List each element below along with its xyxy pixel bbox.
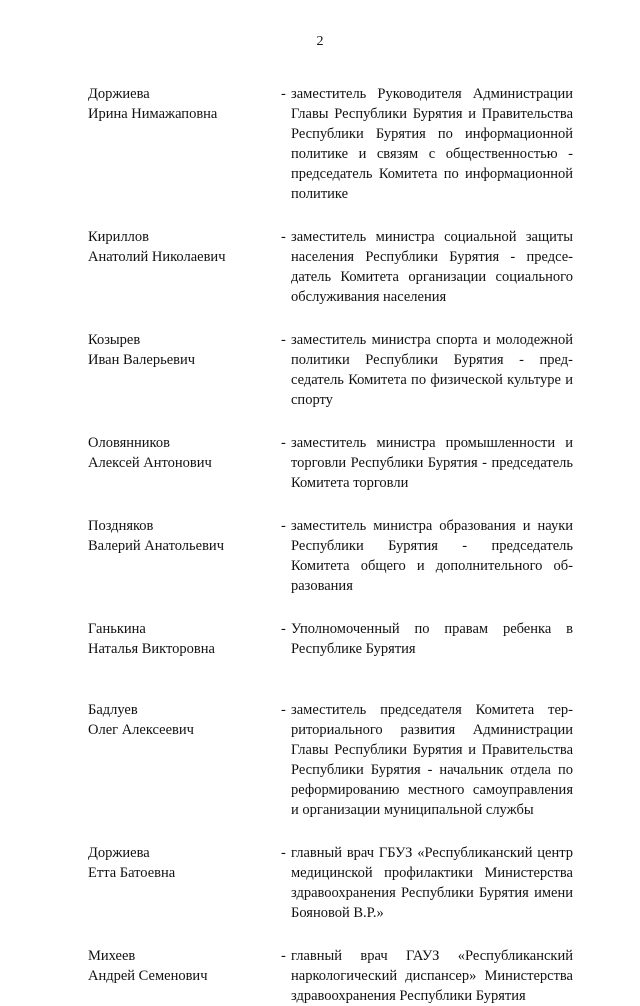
member-surname: Кириллов xyxy=(88,229,150,245)
separator-dash: - xyxy=(281,229,286,245)
member-name xyxy=(88,330,278,370)
member-given-names: Алексей Антонович xyxy=(88,455,212,471)
member-given-names: Валерий Анатольевич xyxy=(88,538,224,554)
member-role: заместитель министра промышленности и торговли Республики Бурятия - председатель Комитета торговли xyxy=(291,435,573,491)
member-given-names: Иван Валерьевич xyxy=(88,352,196,368)
list-item xyxy=(88,516,573,596)
member-name xyxy=(88,84,278,124)
separator-dash: - xyxy=(281,518,286,534)
member-surname: Оловянников xyxy=(88,435,170,451)
list-item xyxy=(88,619,573,659)
member-given-names: Анатолий Николаевич xyxy=(88,249,226,265)
member-role: заместитель министра социальной защиты населения Республики Бурятия - председатель Комитета организации социального обслуживания населения xyxy=(291,229,573,305)
member-role: главный врач ГБУЗ «Республиканский центр медицинской профилактики Министерства здравоохранения Республики Бурятия имени Бояновой В.Р.» xyxy=(291,845,573,921)
member-name xyxy=(88,433,278,473)
separator-dash: - xyxy=(281,845,286,861)
member-name xyxy=(88,227,278,267)
member-role: главный врач ГАУЗ «Республиканский наркологический диспансер» Министерства здравоохранения Республики Бурятия xyxy=(291,948,573,1004)
member-given-names: Наталья Викторовна xyxy=(88,641,215,657)
list-item xyxy=(88,946,573,1006)
member-name xyxy=(88,516,278,556)
member-surname: Доржиева xyxy=(88,86,150,102)
member-surname: Поздняков xyxy=(88,518,154,534)
member-role: заместитель министра образования и науки Республики Бурятия - председатель Комитета общего и дополнительного образования xyxy=(291,518,573,594)
member-given-names: Андрей Семенович xyxy=(88,968,208,984)
list-item xyxy=(88,227,573,307)
member-surname: Бадлуев xyxy=(88,702,138,718)
member-given-names: Ирина Нимажаповна xyxy=(88,106,218,122)
member-role: Уполномоченный по правам ребенка в Республике Бурятия xyxy=(291,621,573,657)
member-given-names: Етта Батоевна xyxy=(88,865,176,881)
list-item xyxy=(88,433,573,493)
member-surname: Михеев xyxy=(88,948,136,964)
separator-dash: - xyxy=(281,621,286,637)
member-role: заместитель Руководителя Администрации Главы Республики Бурятия и Правительства Республики Бурятия по информационной политике и связям с общественностью - председатель Комитета по информационной политике xyxy=(291,86,573,202)
member-name xyxy=(88,700,278,740)
list-item xyxy=(88,330,573,410)
member-surname: Ганькина xyxy=(88,621,146,637)
member-given-names: Олег Алексеевич xyxy=(88,722,194,738)
list-item xyxy=(88,843,573,923)
member-role: заместитель председателя Комитета территориального развития Администрации Главы Республики Бурятия и Правительства Республики Бурятия - начальник отдела по реформированию местного самоуправления и организации муниципальной службы xyxy=(291,702,573,818)
separator-dash: - xyxy=(281,332,286,348)
separator-dash: - xyxy=(281,435,286,451)
member-role: заместитель министра спорта и молодежной политики Республики Бурятия - председатель Комитета по физической культуре и спорту xyxy=(291,332,573,408)
member-list xyxy=(88,84,573,1006)
member-surname: Козырев xyxy=(88,332,141,348)
member-name xyxy=(88,843,278,883)
list-item xyxy=(88,84,573,204)
separator-dash: - xyxy=(281,702,286,718)
member-surname: Доржиева xyxy=(88,845,150,861)
list-item xyxy=(88,700,573,820)
page-number: 2 xyxy=(316,34,324,49)
member-name xyxy=(88,946,278,986)
member-name xyxy=(88,619,278,659)
separator-dash: - xyxy=(281,86,286,102)
separator-dash: - xyxy=(281,948,286,964)
